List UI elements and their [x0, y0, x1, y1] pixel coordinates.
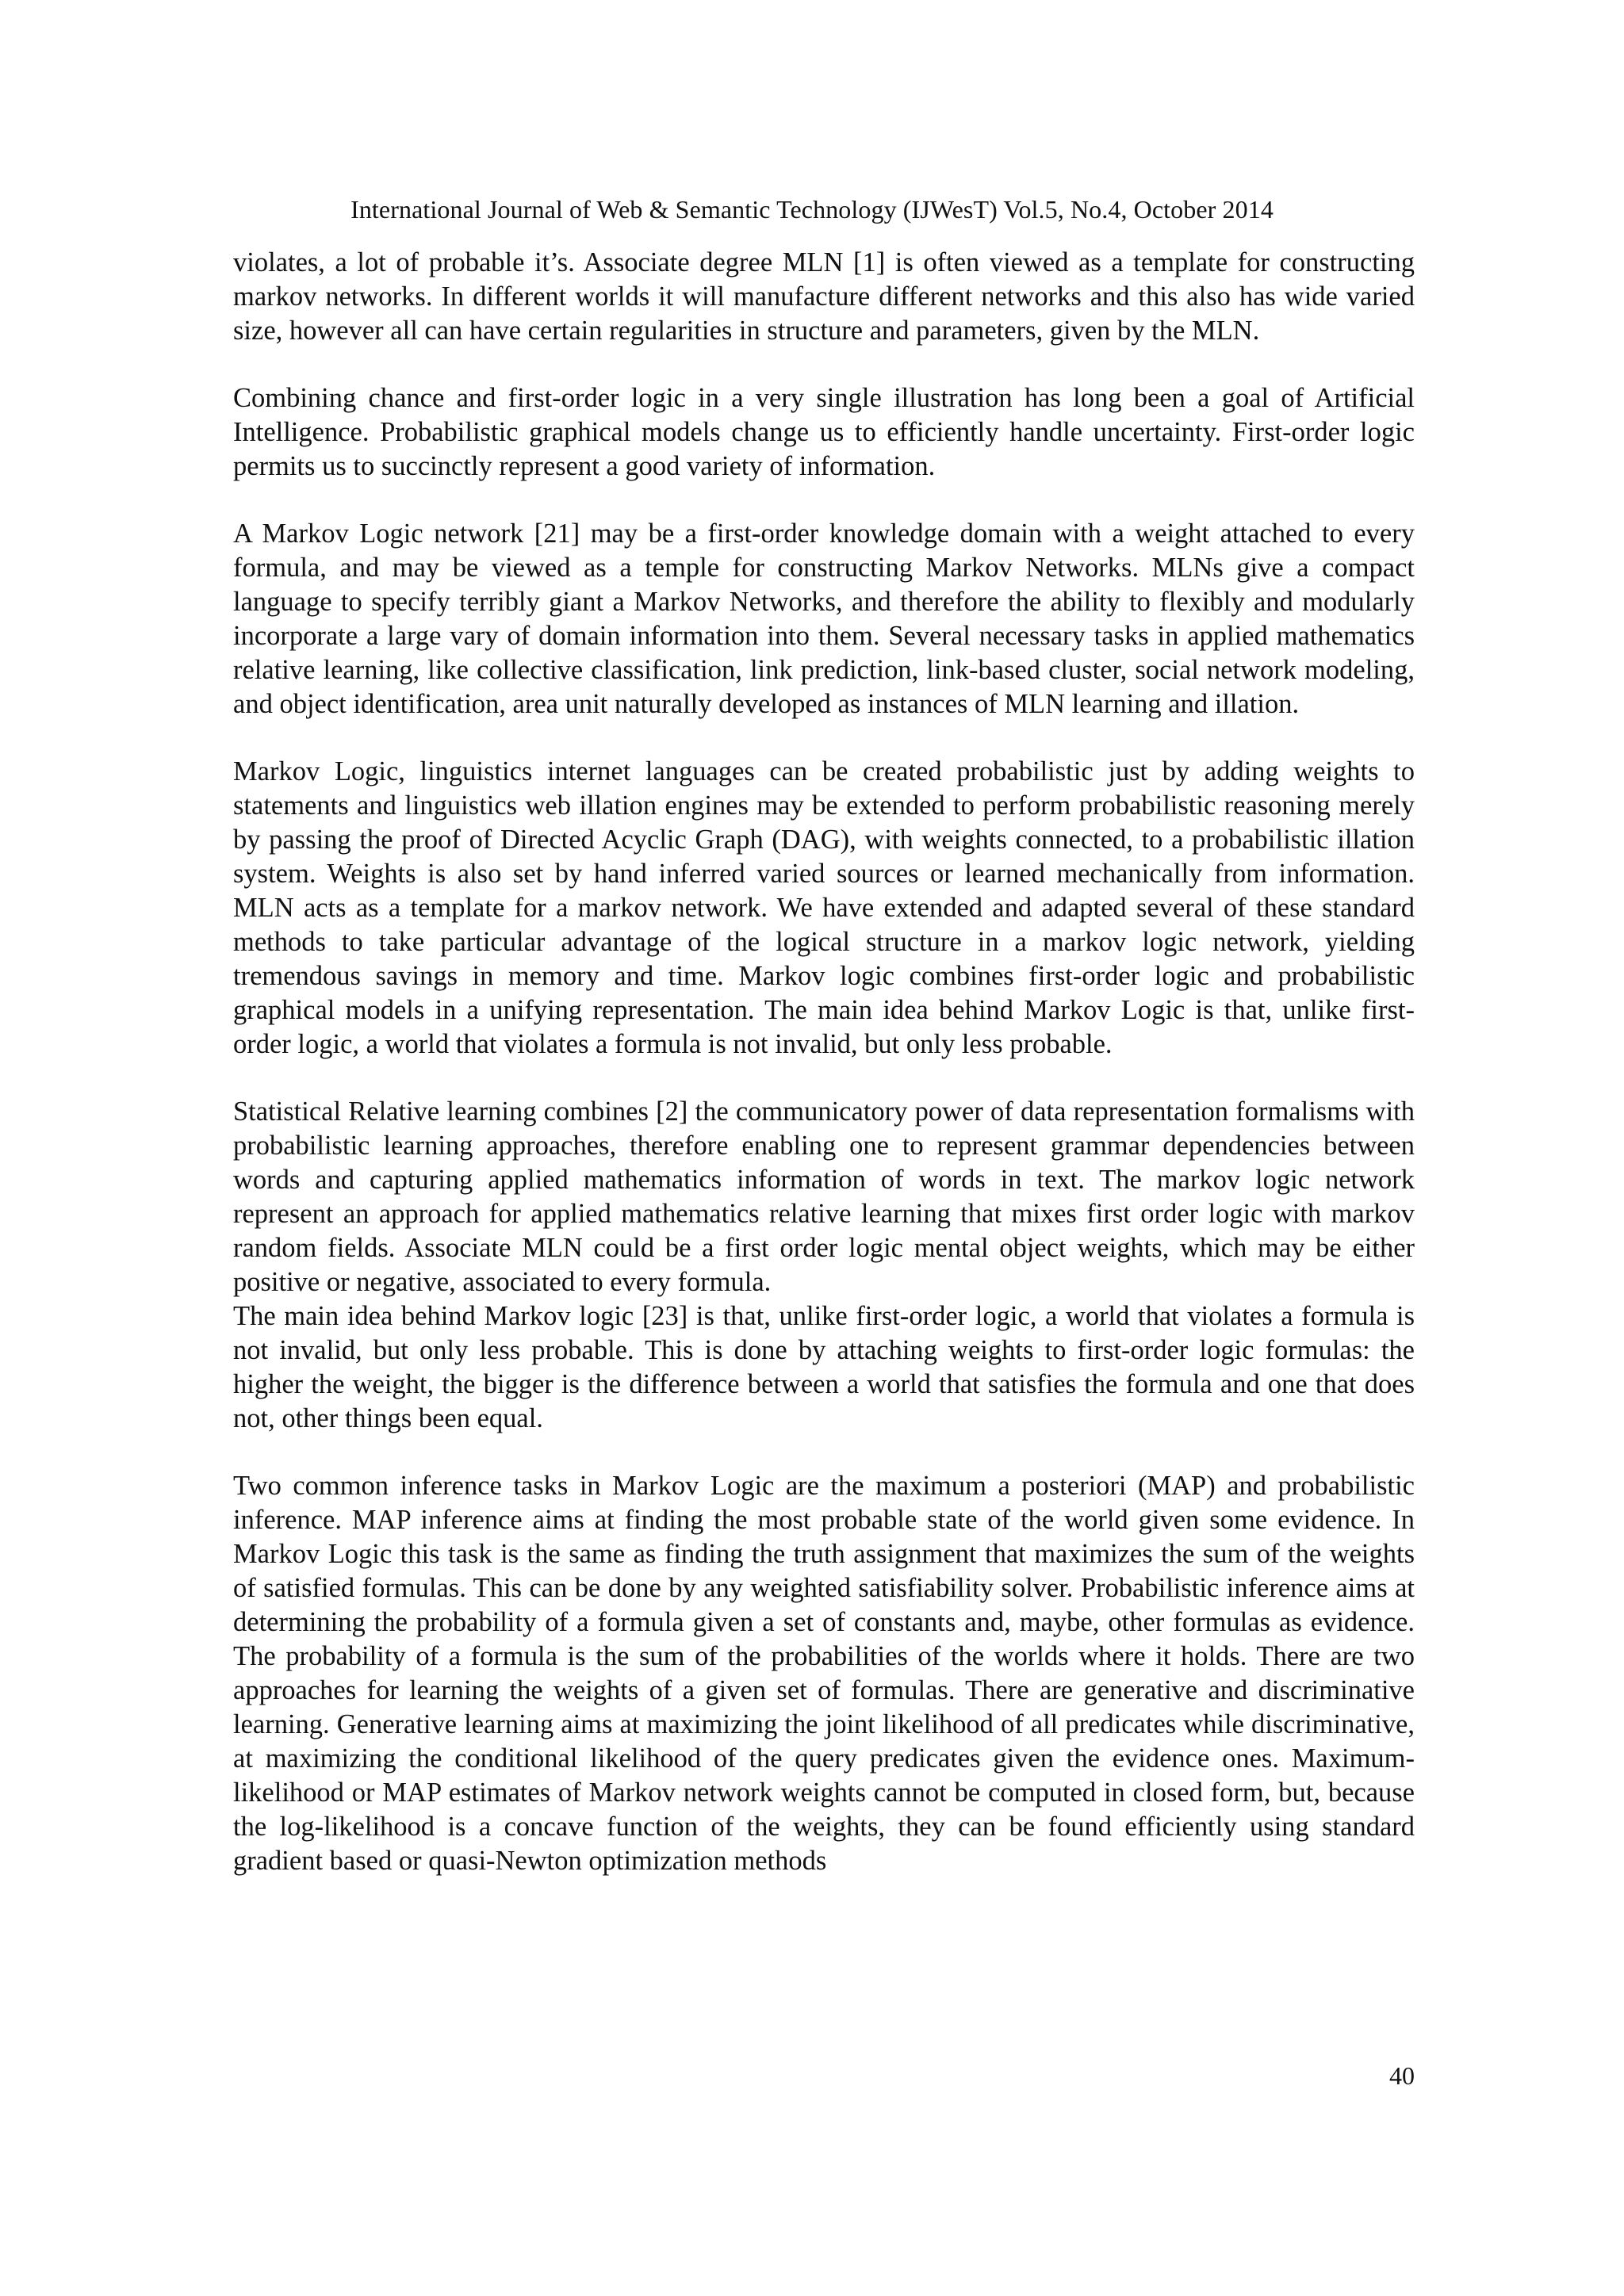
page-number: 40 [1389, 2061, 1415, 2090]
paragraph-probabilistic-web-languages: Markov Logic, linguistics internet languages can be created probabilistic just by adding weights to statements and linguistics web illation engines may be extended to perform probabilistic reasoning merely by passing the proof of Directed Acyclic Graph (DAG), with weights connected, to a probabilistic illation system. Weights is also set by hand inferred varied sources or learned mechanically from information. MLN acts as a template for a markov network. We have extended and adapted several of these standard methods to take particular advantage of the logical structure in a markov logic network, yielding tremendous savings in memory and time. Markov logic combines first-order logic and probabilistic graphical models in a unifying representation. The main idea behind Markov Logic is that, unlike first-order logic, a world that violates a formula is not invalid, but only less probable. [233, 756, 1415, 1059]
paragraph-main-idea: The main idea behind Markov logic [23] is that, unlike first-order logic, a world that violates a formula is not invalid, but only less probable. This is done by attaching weights to first-order logic formulas: the higher the weight, the bigger is the difference between a world that satisfies the formula and one that does not, other things been equal. [233, 1301, 1415, 1433]
running-header: International Journal of Web & Semantic Technology (IJWesT) Vol.5, No.4, October 2014 [350, 195, 1274, 224]
paragraph-markov-logic-network: A Markov Logic network [21] may be a first-order knowledge domain with a weight attached to every formula, and may be viewed as a temple for constructing Markov Networks. MLNs give a compact language to specify terribly giant a Markov Networks, and therefore the ability to flexibly and modularly incorporate a large vary of domain information into them. Several necessary tasks in applied mathematics relative learning, like collective classification, link prediction, link-based cluster, social network modeling, and object identification, area unit naturally developed as instances of MLN learning and illation. [233, 519, 1415, 719]
body-text [233, 246, 1415, 1878]
paragraph-mln-template: violates, a lot of probable it’s. Associate degree MLN [1] is often viewed as a template for constructing markov networks. In different worlds it will manufacture different networks and this also has wide varied size, however all can have certain regularities in structure and parameters, given by the MLN. [233, 247, 1415, 346]
paragraph-statistical-relative-learning: Statistical Relative learning combines [2] the communicatory power of data representation formalisms with probabilistic learning approaches, therefore enabling one to represent grammar dependencies between words and capturing applied mathematics information of words in text. The markov logic network represent an approach for applied mathematics relative learning that mixes first order logic with markov random fields. Associate MLN could be a first order logic mental object weights, which may be either positive or negative, associated to every formula. [233, 1096, 1415, 1297]
paragraph-chance-and-logic: Combining chance and first-order logic in a very single illustration has long been a goal of Artificial Intelligence. Probabilistic graphical models change us to efficiently handle uncertainty. First-order logic permits us to succinctly represent a good variety of information. [233, 383, 1415, 481]
paragraph-inference-tasks: Two common inference tasks in Markov Logic are the maximum a posteriori (MAP) and probabilistic inference. MAP inference aims at finding the most probable state of the world given some evidence. In Markov Logic this task is the same as finding the truth assignment that maximizes the sum of the weights of satisfied formulas. This can be done by any weighted satisfiability solver. Probabilistic inference aims at determining the probability of a formula given a set of constants and, maybe, other formulas as evidence. The probability of a formula is the sum of the probabilities of the worlds where it holds. There are two approaches for learning the weights of a given set of formulas. There are generative and discriminative learning. Generative learning aims at maximizing the joint likelihood of all predicates while discriminative, at maximizing the conditional likelihood of the query predicates given the evidence ones. Maximum-likelihood or MAP estimates of Markov network weights cannot be computed in closed form, but, because the log-likelihood is a concave function of the weights, they can be found efficiently using standard gradient based or quasi-Newton optimization methods [233, 1471, 1415, 1876]
